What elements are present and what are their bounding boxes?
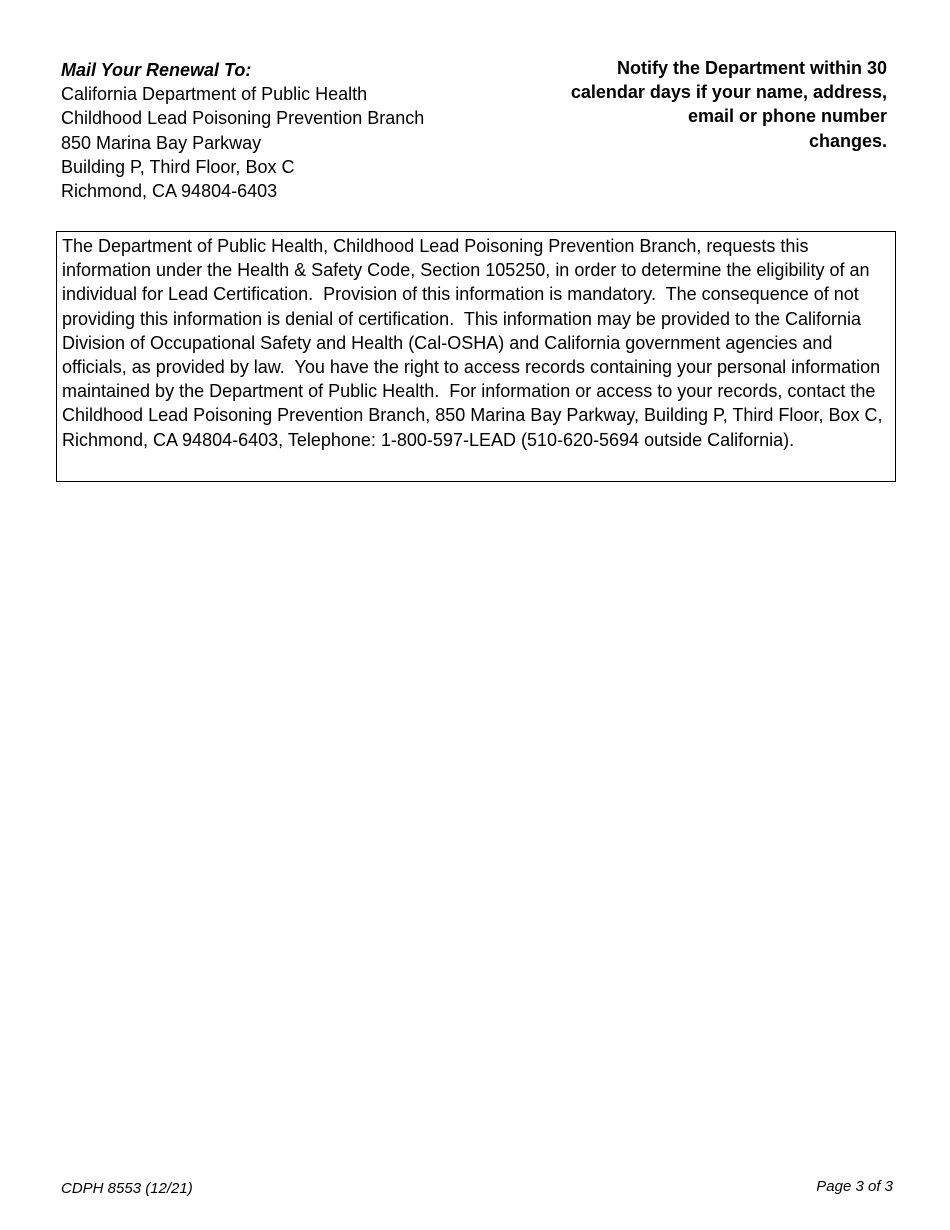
notify-line: Notify the Department within 30: [616, 58, 887, 78]
form-id-footer: CDPH 8553 (12/21): [61, 1180, 193, 1197]
notify-line: changes.: [808, 130, 887, 151]
mailing-address-heading: Mail Your Renewal To:: [61, 60, 252, 80]
mailing-address-line-organization: California Department of Public Health: [61, 84, 368, 105]
mailing-address-line-city: Richmond, CA 94804-6403: [61, 181, 278, 202]
mailing-address-line-building: Building P, Third Floor, Box C: [61, 156, 295, 177]
mailing-address-block: [61, 58, 481, 203]
privacy-notice-box: [56, 231, 896, 482]
notify-line: calendar days if your name, address,: [570, 82, 887, 103]
notify-department-notice: [527, 56, 887, 153]
mailing-address-line-branch: Childhood Lead Poisoning Prevention Branch: [61, 108, 425, 129]
page-number-footer: Page 3 of 3: [816, 1178, 893, 1195]
mailing-address-line-street: 850 Marina Bay Parkway: [61, 132, 262, 153]
privacy-notice-text: The Department of Public Health, Childhood Lead Poisoning Prevention Branch, requests this information under the Health & Safety Code, Section 105250, in order to determine the eligibility of an individual for Lead Certification. Provision of this information is mandatory. The consequence of not providing this information is denial of certification. This information may be provided to the California Division of Occupational Safety and Health (Cal-OSHA) and California government agencies and officials, as provided by law. You have the right to access records containing your personal information maintained by the Department of Public Health. For information or access to your records, contact the Childhood Lead Poisoning Prevention Branch, 850 Marina Bay Parkway, Building P, Third Floor, Box C, Richmond, CA 94804-6403, Telephone: 1-800-597-LEAD (510-620-5694 outside California).: [62, 236, 888, 450]
notify-line: email or phone number: [687, 106, 887, 127]
